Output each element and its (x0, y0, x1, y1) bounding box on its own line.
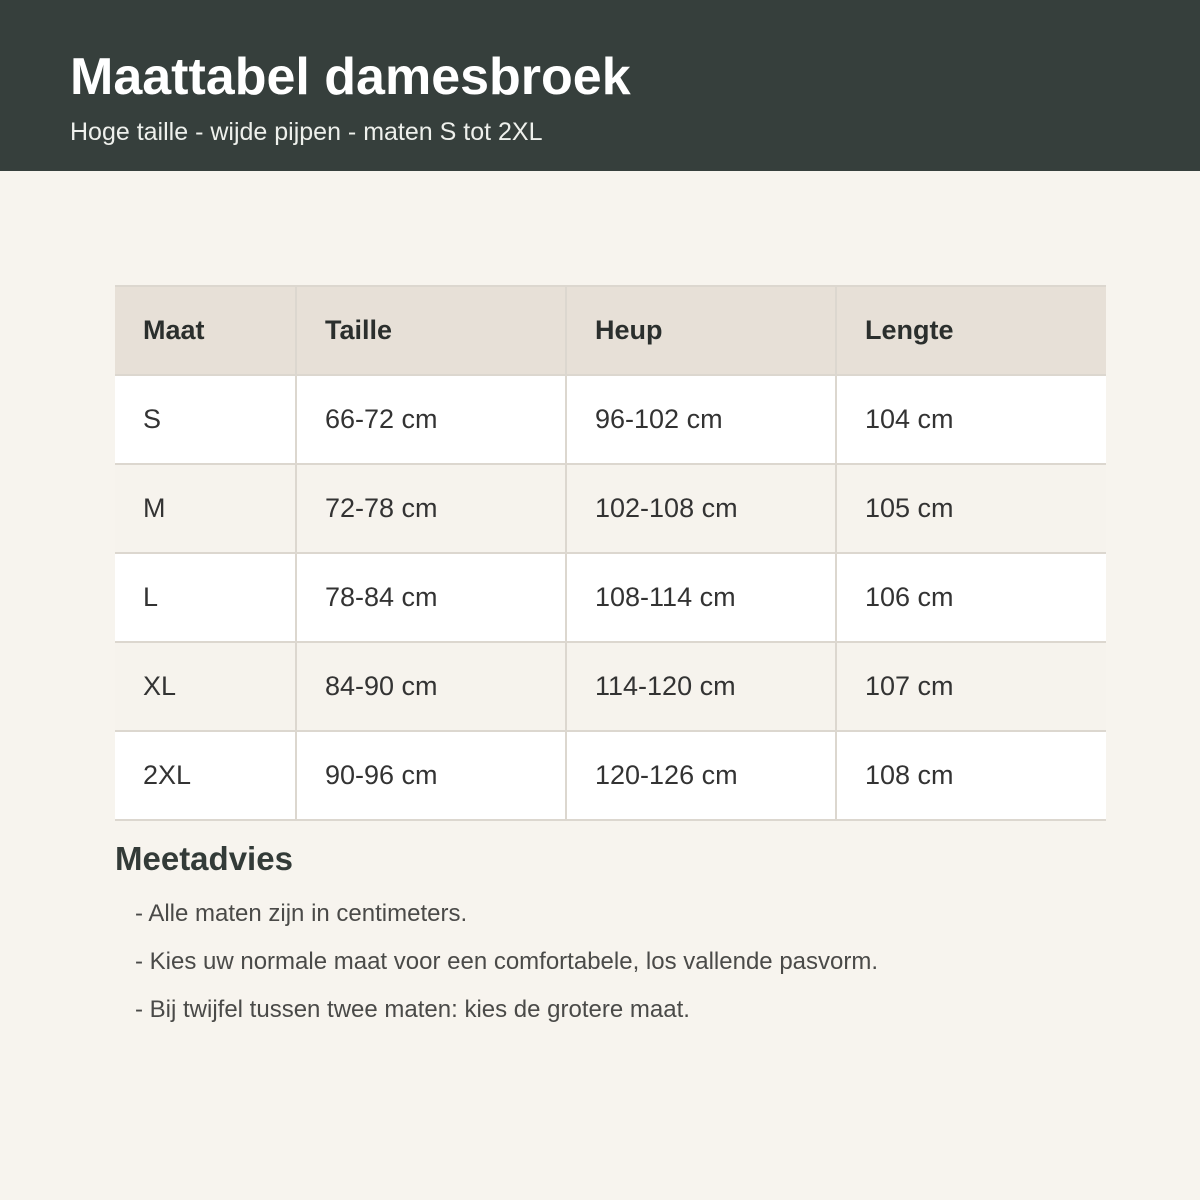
column-header-heup: Heup (566, 286, 836, 375)
cell-lengte: 108 cm (836, 731, 1106, 820)
column-header-maat: Maat (115, 286, 296, 375)
cell-maat: S (115, 375, 296, 464)
header-row (115, 286, 1106, 375)
cell-taille: 90-96 cm (296, 731, 566, 820)
cell-taille: 72-78 cm (296, 464, 566, 553)
cell-heup: 108-114 cm (566, 553, 836, 642)
table-row (115, 642, 1106, 731)
page-subtitle: Hoge taille - wijde pijpen - maten S tot 2XL (70, 118, 543, 146)
cell-maat: L (115, 553, 296, 642)
cell-heup: 96-102 cm (566, 375, 836, 464)
cell-heup: 114-120 cm (566, 642, 836, 731)
advice-item: - Bij twijfel tussen twee maten: kies de grotere maat. (135, 996, 690, 1023)
table-row (115, 375, 1106, 464)
table-row (115, 553, 1106, 642)
column-header-lengte: Lengte (836, 286, 1106, 375)
size-table-header (115, 286, 1106, 375)
table-row (115, 731, 1106, 820)
cell-lengte: 106 cm (836, 553, 1106, 642)
cell-taille: 84-90 cm (296, 642, 566, 731)
cell-heup: 102-108 cm (566, 464, 836, 553)
size-table-body (115, 375, 1106, 820)
table-row (115, 464, 1106, 553)
cell-maat: M (115, 464, 296, 553)
cell-lengte: 107 cm (836, 642, 1106, 731)
size-table (115, 285, 1106, 821)
cell-maat: XL (115, 642, 296, 731)
advice-title: Meetadvies (115, 840, 293, 877)
column-header-taille: Taille (296, 286, 566, 375)
cell-heup: 120-126 cm (566, 731, 836, 820)
cell-lengte: 104 cm (836, 375, 1106, 464)
header-banner (0, 0, 1200, 171)
advice-item: - Alle maten zijn in centimeters. (135, 900, 468, 927)
cell-maat: 2XL (115, 731, 296, 820)
advice-list (135, 898, 878, 1042)
cell-lengte: 105 cm (836, 464, 1106, 553)
page-title: Maattabel damesbroek (70, 48, 631, 106)
advice-item: - Kies uw normale maat voor een comfortabele, los vallende pasvorm. (135, 948, 879, 975)
cell-taille: 66-72 cm (296, 375, 566, 464)
cell-taille: 78-84 cm (296, 553, 566, 642)
